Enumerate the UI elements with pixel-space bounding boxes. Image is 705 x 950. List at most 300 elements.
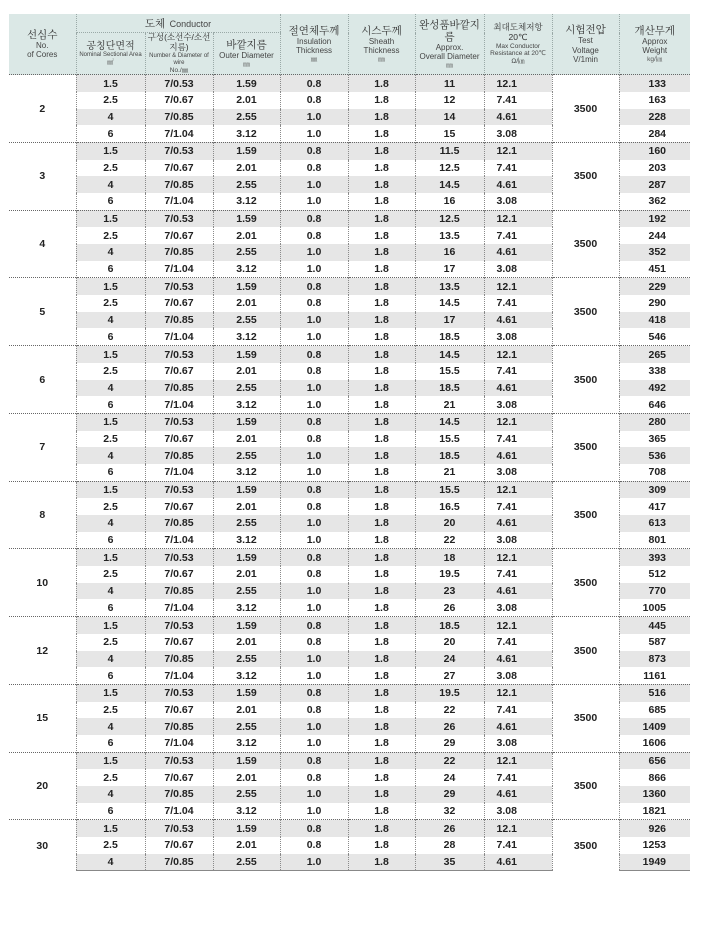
cell-insulation-thickness: 0.8 — [280, 160, 348, 177]
cores-cell: 4 — [9, 210, 76, 278]
cell-wire-composition: 7/0.67 — [145, 769, 213, 786]
cell-max-resistance: 4.61 — [484, 651, 552, 668]
cell-overall-diameter: 26 — [415, 599, 484, 616]
cell-overall-diameter: 27 — [415, 667, 484, 684]
cell-nominal-area: 1.5 — [76, 278, 145, 295]
cell-max-resistance: 7.41 — [484, 160, 552, 177]
cell-nominal-area: 6 — [76, 667, 145, 684]
cell-max-resistance: 12.1 — [484, 142, 552, 159]
cell-sheath-thickness: 1.8 — [348, 498, 415, 515]
cell-insulation-thickness: 1.0 — [280, 464, 348, 481]
cell-insulation-thickness: 0.8 — [280, 92, 348, 109]
cell-weight: 926 — [619, 820, 690, 837]
cell-weight: 418 — [619, 312, 690, 329]
cell-outer-diameter: 1.59 — [213, 549, 280, 566]
cell-max-resistance: 3.08 — [484, 261, 552, 278]
cell-sheath-thickness: 1.8 — [348, 702, 415, 719]
cell-max-resistance: 12.1 — [484, 346, 552, 363]
cell-max-resistance: 3.08 — [484, 599, 552, 616]
cell-insulation-thickness: 1.0 — [280, 667, 348, 684]
cell-sheath-thickness: 1.8 — [348, 651, 415, 668]
cell-overall-diameter: 20 — [415, 634, 484, 651]
cell-overall-diameter: 16 — [415, 193, 484, 210]
cell-outer-diameter: 3.12 — [213, 803, 280, 820]
cell-weight: 229 — [619, 278, 690, 295]
cell-wire-composition: 7/0.67 — [145, 702, 213, 719]
cell-wire-composition: 7/1.04 — [145, 193, 213, 210]
header-overall-diameter: 완성품바깥지름 Approx. Overall Diameter ㎜ — [415, 14, 484, 75]
cell-insulation-thickness: 0.8 — [280, 566, 348, 583]
cell-outer-diameter: 3.12 — [213, 735, 280, 752]
cell-wire-composition: 7/0.53 — [145, 413, 213, 430]
cell-weight: 801 — [619, 532, 690, 549]
cell-sheath-thickness: 1.8 — [348, 295, 415, 312]
cell-wire-composition: 7/0.53 — [145, 617, 213, 634]
cell-overall-diameter: 14.5 — [415, 413, 484, 430]
cell-wire-composition: 7/1.04 — [145, 667, 213, 684]
cell-insulation-thickness: 0.8 — [280, 702, 348, 719]
cell-weight: 1606 — [619, 735, 690, 752]
cell-max-resistance: 12.1 — [484, 752, 552, 769]
cell-overall-diameter: 21 — [415, 396, 484, 413]
cell-nominal-area: 1.5 — [76, 684, 145, 701]
cores-cell: 20 — [9, 752, 76, 820]
cell-insulation-thickness: 1.0 — [280, 125, 348, 142]
cell-insulation-thickness: 1.0 — [280, 583, 348, 600]
cell-overall-diameter: 19.5 — [415, 566, 484, 583]
cell-weight: 546 — [619, 328, 690, 345]
test-voltage-cell: 3500 — [552, 75, 619, 143]
cell-nominal-area: 6 — [76, 464, 145, 481]
cell-nominal-area: 1.5 — [76, 752, 145, 769]
cell-sheath-thickness: 1.8 — [348, 752, 415, 769]
cell-wire-composition: 7/1.04 — [145, 532, 213, 549]
cell-sheath-thickness: 1.8 — [348, 176, 415, 193]
cell-overall-diameter: 32 — [415, 803, 484, 820]
cell-outer-diameter: 3.12 — [213, 396, 280, 413]
cell-outer-diameter: 3.12 — [213, 125, 280, 142]
cell-wire-composition: 7/0.67 — [145, 92, 213, 109]
cell-outer-diameter: 1.59 — [213, 75, 280, 92]
cell-wire-composition: 7/0.53 — [145, 210, 213, 227]
cores-cell: 5 — [9, 278, 76, 346]
cell-weight: 1409 — [619, 718, 690, 735]
cell-weight: 770 — [619, 583, 690, 600]
cell-nominal-area: 1.5 — [76, 210, 145, 227]
cell-sheath-thickness: 1.8 — [348, 431, 415, 448]
test-voltage-cell: 3500 — [552, 346, 619, 414]
cell-insulation-thickness: 1.0 — [280, 803, 348, 820]
cell-wire-composition: 7/1.04 — [145, 464, 213, 481]
cell-overall-diameter: 22 — [415, 532, 484, 549]
cell-wire-composition: 7/0.67 — [145, 363, 213, 380]
cores-cell: 6 — [9, 346, 76, 414]
cell-overall-diameter: 14.5 — [415, 176, 484, 193]
cell-weight: 685 — [619, 702, 690, 719]
cell-weight: 287 — [619, 176, 690, 193]
table-row — [9, 820, 690, 837]
cell-overall-diameter: 26 — [415, 718, 484, 735]
cell-sheath-thickness: 1.8 — [348, 667, 415, 684]
cell-sheath-thickness: 1.8 — [348, 786, 415, 803]
cell-nominal-area: 2.5 — [76, 363, 145, 380]
cell-wire-composition: 7/0.85 — [145, 176, 213, 193]
cell-nominal-area: 6 — [76, 125, 145, 142]
cell-wire-composition: 7/0.67 — [145, 566, 213, 583]
cell-sheath-thickness: 1.8 — [348, 109, 415, 126]
cell-weight: 445 — [619, 617, 690, 634]
cell-insulation-thickness: 0.8 — [280, 820, 348, 837]
cell-sheath-thickness: 1.8 — [348, 447, 415, 464]
cell-sheath-thickness: 1.8 — [348, 803, 415, 820]
cell-wire-composition: 7/0.85 — [145, 583, 213, 600]
cell-nominal-area: 2.5 — [76, 702, 145, 719]
cell-max-resistance: 3.08 — [484, 396, 552, 413]
cell-wire-composition: 7/0.85 — [145, 854, 213, 871]
cell-nominal-area: 2.5 — [76, 227, 145, 244]
cell-weight: 492 — [619, 380, 690, 397]
cell-overall-diameter: 18.5 — [415, 447, 484, 464]
header-resistance: 최대도체저항20℃ Max Conductor Resistance at 20℃ Ω/㎞ — [484, 14, 552, 75]
cell-sheath-thickness: 1.8 — [348, 244, 415, 261]
cell-insulation-thickness: 1.0 — [280, 109, 348, 126]
cell-max-resistance: 12.1 — [484, 278, 552, 295]
cell-insulation-thickness: 0.8 — [280, 617, 348, 634]
header-outer-diameter: 바깥지름 Outer Diameter ㎜ — [213, 33, 280, 75]
cell-outer-diameter: 1.59 — [213, 481, 280, 498]
cell-overall-diameter: 13.5 — [415, 278, 484, 295]
cell-weight: 451 — [619, 261, 690, 278]
cell-nominal-area: 2.5 — [76, 295, 145, 312]
cell-weight: 516 — [619, 684, 690, 701]
cell-insulation-thickness: 1.0 — [280, 735, 348, 752]
cell-nominal-area: 6 — [76, 396, 145, 413]
cell-sheath-thickness: 1.8 — [348, 820, 415, 837]
cell-sheath-thickness: 1.8 — [348, 380, 415, 397]
cell-insulation-thickness: 0.8 — [280, 210, 348, 227]
cell-overall-diameter: 29 — [415, 735, 484, 752]
test-voltage-cell: 3500 — [552, 481, 619, 549]
cell-max-resistance: 4.61 — [484, 447, 552, 464]
cell-weight: 365 — [619, 431, 690, 448]
cell-weight: 309 — [619, 481, 690, 498]
cell-max-resistance: 12.1 — [484, 75, 552, 92]
cell-nominal-area: 1.5 — [76, 820, 145, 837]
cell-overall-diameter: 14.5 — [415, 346, 484, 363]
cell-nominal-area: 6 — [76, 803, 145, 820]
cores-cell: 7 — [9, 413, 76, 481]
cell-nominal-area: 4 — [76, 244, 145, 261]
cell-insulation-thickness: 1.0 — [280, 244, 348, 261]
cell-overall-diameter: 22 — [415, 702, 484, 719]
cell-nominal-area: 1.5 — [76, 346, 145, 363]
cell-outer-diameter: 2.01 — [213, 837, 280, 854]
cell-weight: 417 — [619, 498, 690, 515]
table-row — [9, 278, 690, 295]
cell-sheath-thickness: 1.8 — [348, 549, 415, 566]
cell-max-resistance: 7.41 — [484, 92, 552, 109]
cell-outer-diameter: 1.59 — [213, 752, 280, 769]
cell-weight: 1253 — [619, 837, 690, 854]
cell-outer-diameter: 3.12 — [213, 464, 280, 481]
cell-weight: 1949 — [619, 854, 690, 871]
cell-outer-diameter: 1.59 — [213, 684, 280, 701]
test-voltage-cell: 3500 — [552, 210, 619, 278]
cell-wire-composition: 7/0.53 — [145, 820, 213, 837]
cell-sheath-thickness: 1.8 — [348, 278, 415, 295]
cell-insulation-thickness: 1.0 — [280, 718, 348, 735]
cell-wire-composition: 7/0.85 — [145, 380, 213, 397]
cell-weight: 1161 — [619, 667, 690, 684]
test-voltage-cell: 3500 — [552, 752, 619, 820]
cell-sheath-thickness: 1.8 — [348, 261, 415, 278]
cell-outer-diameter: 1.59 — [213, 142, 280, 159]
cell-nominal-area: 2.5 — [76, 498, 145, 515]
cell-max-resistance: 12.1 — [484, 481, 552, 498]
cores-cell: 8 — [9, 481, 76, 549]
cell-insulation-thickness: 0.8 — [280, 684, 348, 701]
cell-weight: 244 — [619, 227, 690, 244]
cell-weight: 708 — [619, 464, 690, 481]
cell-wire-composition: 7/0.67 — [145, 160, 213, 177]
header-insulation: 절연체두께 Insulation Thickness ㎜ — [280, 14, 348, 75]
cores-cell: 10 — [9, 549, 76, 617]
cell-weight: 1821 — [619, 803, 690, 820]
header-wire-composition: 구성(소선수/소선지름) Number & Diameter of wire No./㎜ — [145, 33, 213, 75]
cell-overall-diameter: 18 — [415, 549, 484, 566]
cell-sheath-thickness: 1.8 — [348, 837, 415, 854]
cell-weight: 646 — [619, 396, 690, 413]
cell-wire-composition: 7/0.53 — [145, 346, 213, 363]
cell-outer-diameter: 2.01 — [213, 431, 280, 448]
cell-wire-composition: 7/0.85 — [145, 447, 213, 464]
cell-nominal-area: 6 — [76, 328, 145, 345]
cell-wire-composition: 7/0.85 — [145, 786, 213, 803]
cell-overall-diameter: 29 — [415, 786, 484, 803]
cell-insulation-thickness: 0.8 — [280, 752, 348, 769]
header-sheath: 시스두께 Sheath Thickness ㎜ — [348, 14, 415, 75]
cell-weight: 280 — [619, 413, 690, 430]
cell-outer-diameter: 2.55 — [213, 651, 280, 668]
cell-overall-diameter: 17 — [415, 261, 484, 278]
cell-sheath-thickness: 1.8 — [348, 363, 415, 380]
cell-insulation-thickness: 1.0 — [280, 532, 348, 549]
cell-max-resistance: 4.61 — [484, 718, 552, 735]
cell-wire-composition: 7/0.67 — [145, 295, 213, 312]
table-row — [9, 75, 690, 92]
table-row — [9, 684, 690, 701]
cell-sheath-thickness: 1.8 — [348, 515, 415, 532]
cell-nominal-area: 4 — [76, 176, 145, 193]
cores-cell: 30 — [9, 820, 76, 871]
cell-insulation-thickness: 1.0 — [280, 261, 348, 278]
cell-outer-diameter: 2.55 — [213, 786, 280, 803]
cell-sheath-thickness: 1.8 — [348, 854, 415, 871]
cell-max-resistance: 4.61 — [484, 176, 552, 193]
cell-nominal-area: 2.5 — [76, 769, 145, 786]
cell-overall-diameter: 16.5 — [415, 498, 484, 515]
cell-outer-diameter: 2.01 — [213, 769, 280, 786]
cell-outer-diameter: 3.12 — [213, 328, 280, 345]
cell-insulation-thickness: 1.0 — [280, 599, 348, 616]
cell-nominal-area: 6 — [76, 599, 145, 616]
cell-insulation-thickness: 1.0 — [280, 447, 348, 464]
cell-outer-diameter: 2.01 — [213, 363, 280, 380]
cell-nominal-area: 2.5 — [76, 566, 145, 583]
cell-max-resistance: 7.41 — [484, 363, 552, 380]
cell-max-resistance: 4.61 — [484, 854, 552, 871]
cell-outer-diameter: 1.59 — [213, 617, 280, 634]
cell-nominal-area: 2.5 — [76, 431, 145, 448]
cell-sheath-thickness: 1.8 — [348, 328, 415, 345]
cell-overall-diameter: 15 — [415, 125, 484, 142]
cell-outer-diameter: 2.55 — [213, 718, 280, 735]
cell-sheath-thickness: 1.8 — [348, 227, 415, 244]
cell-sheath-thickness: 1.8 — [348, 312, 415, 329]
header-conductor: 도체 Conductor — [76, 14, 280, 33]
cell-overall-diameter: 18.5 — [415, 328, 484, 345]
table-row — [9, 346, 690, 363]
cell-outer-diameter: 2.01 — [213, 92, 280, 109]
cell-sheath-thickness: 1.8 — [348, 769, 415, 786]
cell-wire-composition: 7/0.53 — [145, 752, 213, 769]
cell-sheath-thickness: 1.8 — [348, 735, 415, 752]
cell-insulation-thickness: 0.8 — [280, 634, 348, 651]
cell-sheath-thickness: 1.8 — [348, 75, 415, 92]
test-voltage-cell: 3500 — [552, 549, 619, 617]
cell-max-resistance: 12.1 — [484, 617, 552, 634]
cell-wire-composition: 7/0.53 — [145, 278, 213, 295]
cell-insulation-thickness: 1.0 — [280, 786, 348, 803]
cell-outer-diameter: 2.55 — [213, 176, 280, 193]
table-row — [9, 413, 690, 430]
cell-max-resistance: 3.08 — [484, 464, 552, 481]
cell-outer-diameter: 1.59 — [213, 346, 280, 363]
cell-wire-composition: 7/0.67 — [145, 634, 213, 651]
cell-nominal-area: 4 — [76, 109, 145, 126]
cell-overall-diameter: 12.5 — [415, 210, 484, 227]
cell-wire-composition: 7/0.67 — [145, 431, 213, 448]
cell-outer-diameter: 3.12 — [213, 193, 280, 210]
cell-outer-diameter: 2.55 — [213, 583, 280, 600]
cell-insulation-thickness: 0.8 — [280, 75, 348, 92]
cell-overall-diameter: 15.5 — [415, 431, 484, 448]
cell-weight: 362 — [619, 193, 690, 210]
cell-max-resistance: 12.1 — [484, 413, 552, 430]
cell-sheath-thickness: 1.8 — [348, 346, 415, 363]
cell-overall-diameter: 28 — [415, 837, 484, 854]
table-body — [9, 75, 690, 871]
cell-overall-diameter: 11.5 — [415, 142, 484, 159]
cell-overall-diameter: 12.5 — [415, 160, 484, 177]
cell-overall-diameter: 18.5 — [415, 617, 484, 634]
cell-max-resistance: 4.61 — [484, 583, 552, 600]
cell-wire-composition: 7/0.53 — [145, 481, 213, 498]
cell-weight: 265 — [619, 346, 690, 363]
cell-sheath-thickness: 1.8 — [348, 396, 415, 413]
cell-nominal-area: 4 — [76, 718, 145, 735]
cell-overall-diameter: 23 — [415, 583, 484, 600]
cable-spec-table — [9, 14, 690, 871]
cell-wire-composition: 7/1.04 — [145, 803, 213, 820]
cell-overall-diameter: 26 — [415, 820, 484, 837]
cell-max-resistance: 7.41 — [484, 431, 552, 448]
cell-weight: 656 — [619, 752, 690, 769]
cell-overall-diameter: 17 — [415, 312, 484, 329]
cell-outer-diameter: 1.59 — [213, 413, 280, 430]
cell-weight: 352 — [619, 244, 690, 261]
cell-nominal-area: 4 — [76, 651, 145, 668]
cell-weight: 338 — [619, 363, 690, 380]
cell-wire-composition: 7/1.04 — [145, 735, 213, 752]
cell-outer-diameter: 2.01 — [213, 498, 280, 515]
cell-nominal-area: 6 — [76, 532, 145, 549]
cell-wire-composition: 7/1.04 — [145, 261, 213, 278]
cell-weight: 393 — [619, 549, 690, 566]
cell-weight: 587 — [619, 634, 690, 651]
cell-insulation-thickness: 1.0 — [280, 396, 348, 413]
cell-max-resistance: 7.41 — [484, 295, 552, 312]
cell-insulation-thickness: 0.8 — [280, 498, 348, 515]
cell-outer-diameter: 3.12 — [213, 261, 280, 278]
test-voltage-cell: 3500 — [552, 684, 619, 752]
cell-sheath-thickness: 1.8 — [348, 684, 415, 701]
cell-insulation-thickness: 0.8 — [280, 278, 348, 295]
test-voltage-cell: 3500 — [552, 142, 619, 210]
cell-max-resistance: 3.08 — [484, 193, 552, 210]
cell-wire-composition: 7/0.85 — [145, 109, 213, 126]
cell-overall-diameter: 19.5 — [415, 684, 484, 701]
cell-nominal-area: 4 — [76, 380, 145, 397]
cell-insulation-thickness: 0.8 — [280, 837, 348, 854]
cell-insulation-thickness: 1.0 — [280, 193, 348, 210]
cell-weight: 133 — [619, 75, 690, 92]
cell-wire-composition: 7/1.04 — [145, 599, 213, 616]
cell-insulation-thickness: 0.8 — [280, 142, 348, 159]
cell-insulation-thickness: 1.0 — [280, 515, 348, 532]
cell-insulation-thickness: 0.8 — [280, 431, 348, 448]
cell-sheath-thickness: 1.8 — [348, 532, 415, 549]
cell-overall-diameter: 12 — [415, 92, 484, 109]
cell-nominal-area: 4 — [76, 447, 145, 464]
cell-max-resistance: 4.61 — [484, 515, 552, 532]
cell-weight: 512 — [619, 566, 690, 583]
cell-weight: 873 — [619, 651, 690, 668]
cell-nominal-area: 1.5 — [76, 617, 145, 634]
cell-outer-diameter: 3.12 — [213, 532, 280, 549]
cell-insulation-thickness: 0.8 — [280, 549, 348, 566]
cell-insulation-thickness: 1.0 — [280, 651, 348, 668]
cell-wire-composition: 7/1.04 — [145, 328, 213, 345]
cell-nominal-area: 6 — [76, 735, 145, 752]
cell-max-resistance: 3.08 — [484, 328, 552, 345]
cell-insulation-thickness: 1.0 — [280, 854, 348, 871]
cell-overall-diameter: 13.5 — [415, 227, 484, 244]
cell-outer-diameter: 2.55 — [213, 109, 280, 126]
cell-weight: 866 — [619, 769, 690, 786]
cell-insulation-thickness: 1.0 — [280, 176, 348, 193]
cell-nominal-area: 1.5 — [76, 549, 145, 566]
cell-wire-composition: 7/0.85 — [145, 312, 213, 329]
cell-max-resistance: 3.08 — [484, 803, 552, 820]
cell-outer-diameter: 1.59 — [213, 278, 280, 295]
cell-wire-composition: 7/0.53 — [145, 142, 213, 159]
cell-nominal-area: 4 — [76, 312, 145, 329]
cell-max-resistance: 7.41 — [484, 498, 552, 515]
cell-max-resistance: 7.41 — [484, 227, 552, 244]
cell-overall-diameter: 24 — [415, 651, 484, 668]
cell-weight: 203 — [619, 160, 690, 177]
